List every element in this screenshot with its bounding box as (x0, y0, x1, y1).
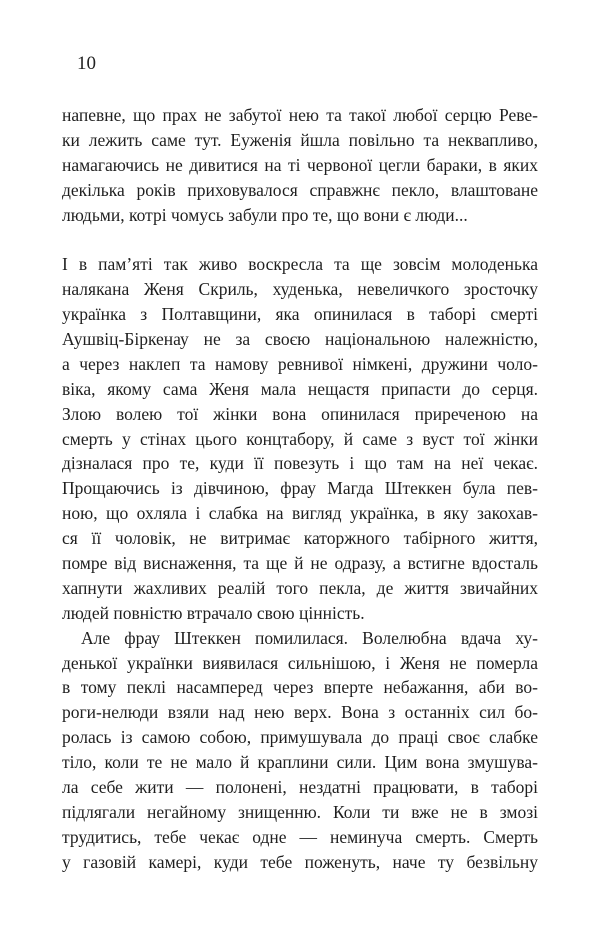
text-line: хапнути жахливих реалій того пекла, де життя звичайних (62, 577, 538, 598)
text-line: ною, що охляла і слабка на вигляд українка, в яку закохав- (62, 503, 538, 524)
text-line: денької українки виявилася сильнішою, і Женя не померла (62, 652, 538, 673)
text-line: Але фрау Штеккен помилилася. Волелюбна вдача ху- (81, 627, 538, 648)
text-line: налякана Женя Скриль, худенька, невеличкого зросточку (62, 279, 538, 300)
text-line: тіло, коли те не мало й краплини сили. Цим вона змушува- (62, 752, 538, 773)
text-line: ла себе жити — полонені, нездатні працювати, в таборі (62, 777, 538, 798)
text-block (62, 103, 538, 875)
text-line: Злою волею тої жінки вона опинилася приреченою на (62, 403, 538, 424)
text-line: підлягали негайному знищенню. Коли ти вже не в змозі (62, 801, 538, 822)
text-line: декілька років приховувалося справжнє пекло, влаштоване (62, 179, 538, 200)
text-line: трудитись, тебе чекає одне — неминуча смерть. Смерть (62, 826, 538, 847)
page-number: 10 (77, 53, 96, 74)
text-line: смерть у стінах цього концтабору, й саме з вуст тої жінки (62, 428, 538, 449)
text-line: напевне, що прах не забутої нею та такої любої серцю Реве- (62, 105, 538, 125)
text-line: віка, якому сама Женя мала нещастя припасти до серця. (62, 378, 538, 399)
text-line: ролась із самою собою, примушувала до праці своє слабке (62, 727, 538, 748)
text-line: ки лежить саме тут. Еуженія йшла повільно та неквапливо, (62, 129, 538, 150)
text-line: Прощаючись із дівчиною, фрау Магда Штеккен була пев- (62, 478, 538, 499)
paragraph (62, 252, 538, 625)
text-line: людьми, котрі чомусь забули про те, що вони є люди... (62, 204, 468, 225)
text-line: у газовій камері, куди тебе поженуть, наче ту безвільну (62, 851, 538, 872)
paragraph (62, 626, 538, 875)
text-line: дізналася про те, куди її повезуть і що там на неї чекає. (62, 453, 538, 474)
text-line: в тому пеклі насамперед через вперте небажання, аби во- (62, 677, 538, 698)
text-line: помре від виснаження, та ще й не одразу, а встигне вдосталь (62, 553, 538, 574)
text-line: українка з Полтавщини, яка опинилася в таборі смерті (62, 304, 538, 325)
text-line: ся її чоловік, не витримає каторжного табірного життя, (62, 528, 538, 549)
text-line: людей повністю втрачало свою цінність. (62, 602, 365, 623)
text-line: намагаючись не дивитися на ті червоної цегли бараки, в яких (62, 154, 538, 175)
text-line: а через наклеп та намову ревнивої німкені, дружини чоло- (62, 353, 538, 374)
paragraph (62, 103, 538, 227)
text-line: Аушвіц-Біркенау не за своєю національною належністю, (62, 329, 538, 350)
text-line: роги-нелюди взяли над нею верх. Вона з останніх сил бо- (62, 702, 538, 723)
text-line: І в пам’яті так живо воскресла та ще зовсім молоденька (62, 254, 538, 275)
